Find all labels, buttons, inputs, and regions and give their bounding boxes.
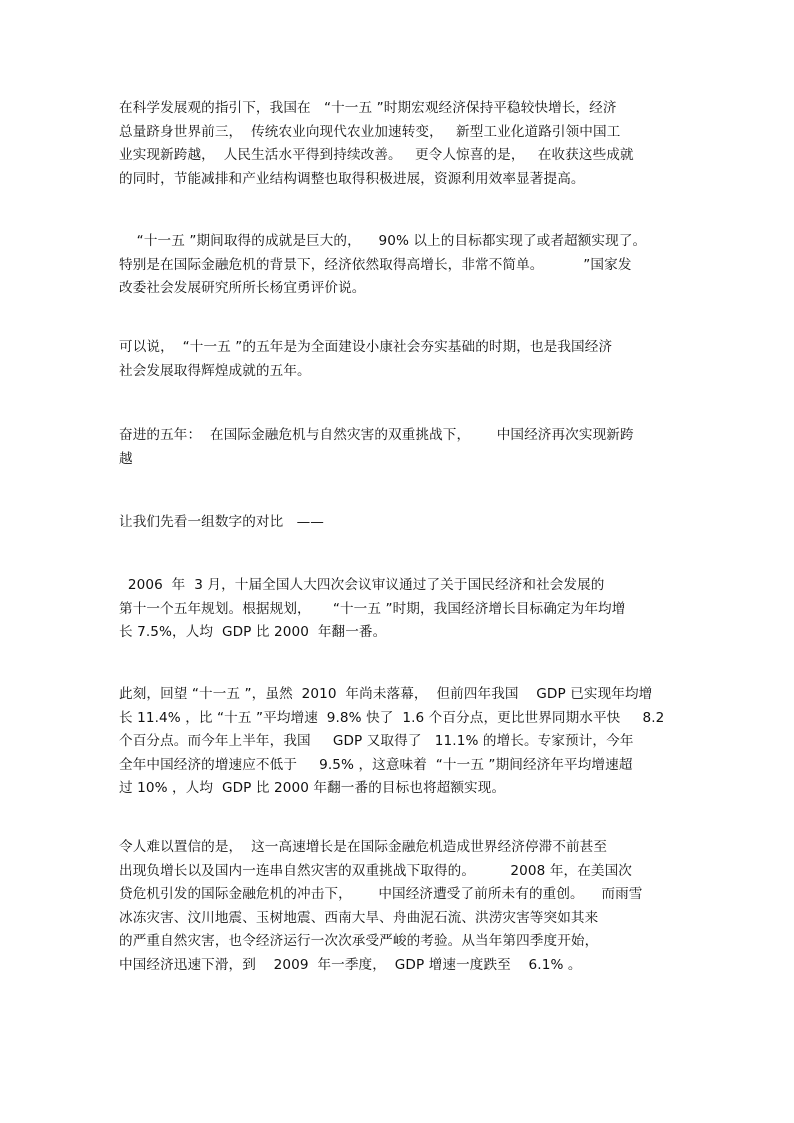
paragraph-summary [119, 336, 679, 383]
text-line: 长 7.5%，人均 GDP 比 2000 年翻一番。 [119, 624, 387, 640]
section-heading [119, 424, 679, 471]
text-line: 改委社会发展研究所所长杨宜勇评价说。 [119, 280, 366, 296]
text-line: 越 [119, 450, 133, 467]
text-line: 此刻，回望 “十一五 ”，虽然 2010 年尚未落幕， 但前四年我国 GDP 已实现年均增 [119, 686, 653, 702]
text-line: 社会发展取得辉煌成就的五年。 [119, 362, 311, 379]
text-line: 出现负增长以及国内一连串自然灾害的双重挑战下取得的。 2008 年，在美国次 [119, 862, 632, 879]
text-line: 长 11.4% ，比 “十五 ”平均增速 9.8% 快了 1.6 个百分点，更比世界同期水平快 8.2 [119, 709, 665, 726]
text-line: 的严重自然灾害，也令经济运行一次次承受严峻的考验。从当年第四季度开始， [119, 933, 599, 949]
paragraph-quote [119, 230, 679, 301]
text-line: 总量跻身世界前三， 传统农业向现代农业加速转变， 新型工业化道路引领中国工 [119, 123, 621, 140]
text-line: 在科学发展观的指引下，我国在 “十一五 ”时期宏观经济保持平稳较快增长，经济 [119, 100, 617, 116]
paragraph-plan-2006 [119, 574, 679, 645]
paragraph-achievements-intro [119, 97, 679, 191]
text-line: 让我们先看一组数字的对比 —— [119, 514, 324, 530]
text-line: 2006 年 3 月，十届全国人大四次会议审议通过了关于国民经济和社会发展的 [119, 577, 605, 593]
text-line: 的同时，节能减排和产业结构调整也取得积极进展，资源利用效率显著提高。 [119, 170, 585, 187]
text-line: 过 10% ，人均 GDP 比 2000 年翻一番的目标也将超额实现。 [119, 780, 506, 796]
paragraph-growth-review [119, 683, 679, 801]
text-line: 冰冻灾害、汶川地震、玉树地震、西南大旱、舟曲泥石流、洪涝灾害等突如其来 [119, 909, 599, 926]
text-line: 奋进的五年： 在国际金融危机与自然灾害的双重挑战下， 中国经济再次实现新跨 [119, 427, 634, 443]
text-line: 全年中国经济的增速应不低于 9.5% ，这意味着 “十一五 ”期间经济年平均增速超 [119, 756, 633, 773]
text-line: 特别是在国际金融危机的背景下，经济依然取得高增长，非常不简单。 ”国家发 [119, 256, 632, 273]
text-line: 令人难以置信的是， 这一高速增长是在国际金融危机造成世界经济停滞不前甚至 [119, 839, 608, 855]
text-line: “十一五 ”期间取得的成就是巨大的， 90% 以上的目标都实现了或者超额实现了。 [119, 233, 647, 249]
paragraph-lead-in [119, 511, 679, 535]
paragraph-challenges [119, 836, 679, 977]
text-line: 中国经济迅速下滑，到 2009 年一季度， GDP 增速一度跌至 6.1% 。 [119, 956, 582, 973]
text-line: 贷危机引发的国际金融危机的冲击下， 中国经济遭受了前所未有的重创。 而雨雪 [119, 886, 643, 902]
text-line: 第十一个五年规划。根据规划， “十一五 ”时期，我国经济增长目标确定为年均增 [119, 600, 626, 617]
text-line: 可以说， “十一五 ”的五年是为全面建设小康社会夯实基础的时期，也是我国经济 [119, 339, 613, 355]
text-line: 业实现新跨越， 人民生活水平得到持续改善。 更令人惊喜的是， 在收获这些成就 [119, 147, 634, 163]
text-line: 个百分点。而今年上半年，我国 GDP 又取得了 11.1% 的增长。专家预计，今年 [119, 733, 634, 749]
